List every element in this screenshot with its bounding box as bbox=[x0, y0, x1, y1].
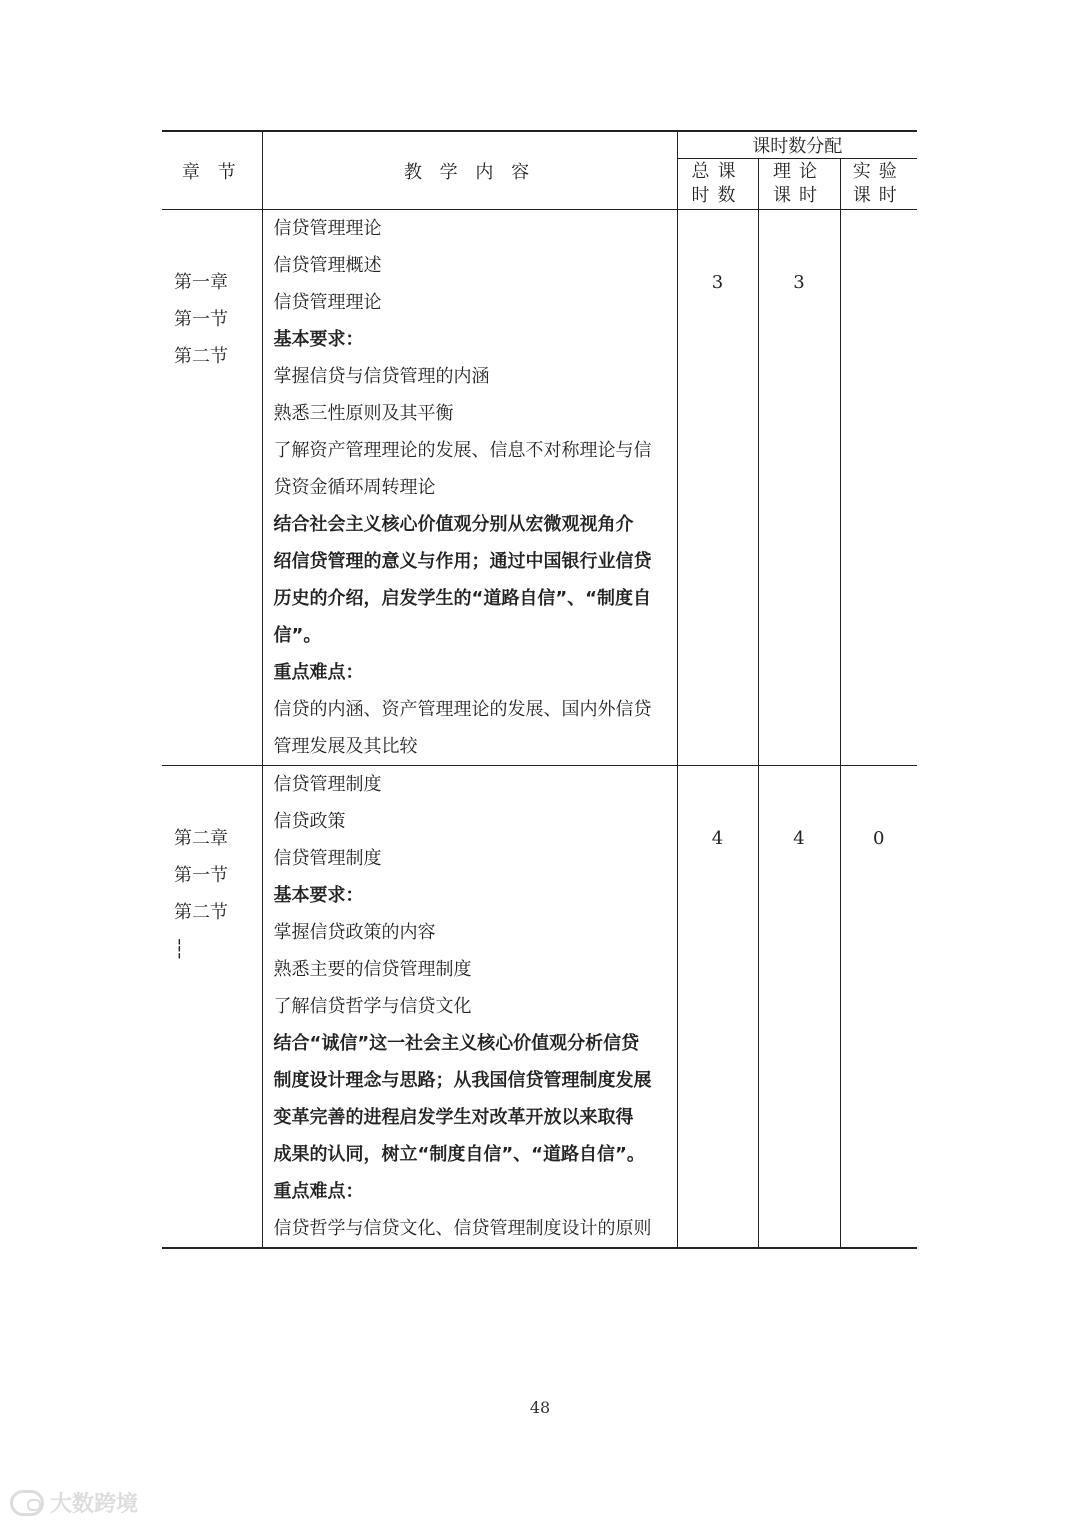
content-line: 信贷的内涵、资产管理理论的发展、国内外信贷 bbox=[273, 699, 652, 720]
content-line: 信贷管理制度 bbox=[273, 774, 382, 795]
content-cell bbox=[262, 766, 677, 1249]
chapter-line: 第一节 bbox=[174, 309, 228, 330]
content-line: 掌握信贷与信贷管理的内涵 bbox=[273, 366, 490, 387]
experiment-hours-cell bbox=[840, 210, 917, 766]
chapter-line: 第一节 bbox=[174, 865, 228, 886]
content-line: 熟悉三性原则及其平衡 bbox=[273, 403, 454, 424]
total-hours-cell bbox=[677, 210, 758, 766]
table-row bbox=[162, 766, 917, 1249]
theory-hours-cell bbox=[758, 766, 840, 1249]
content-line-bold: 结合社会主义核心价值观分别从宏微观视角介 bbox=[273, 514, 634, 535]
content-line: 信贷管理理论 bbox=[273, 218, 382, 239]
total-hours-cell bbox=[677, 766, 758, 1249]
content-line: 信贷政策 bbox=[273, 811, 346, 832]
content-line: 信贷哲学与信贷文化、信贷管理制度设计的原则 bbox=[273, 1218, 652, 1239]
total-hours-value: 3 bbox=[711, 272, 724, 293]
chapter-cell bbox=[162, 766, 262, 1249]
total-hours-value: 4 bbox=[711, 828, 724, 849]
content-line: 贷资金循环周转理论 bbox=[273, 477, 436, 498]
header-content: 教 学 内 容 bbox=[262, 131, 677, 210]
theory-hours-value: 3 bbox=[793, 272, 805, 293]
content-line: 管理发展及其比较 bbox=[273, 736, 418, 757]
content-line-bold: 变革完善的进程启发学生对改革开放以来取得 bbox=[273, 1107, 634, 1128]
table-row bbox=[162, 210, 917, 766]
theory-hours-cell bbox=[758, 210, 840, 766]
content-line-bold: 制度设计理念与思路；从我国信贷管理制度发展 bbox=[273, 1070, 652, 1091]
content-line-bold: 绍信贷管理的意义与作用；通过中国银行业信贷 bbox=[273, 551, 652, 572]
header-chapter: 章 节 bbox=[162, 131, 262, 210]
chapter-line: 第二章 bbox=[174, 828, 228, 849]
experiment-hours-value: 0 bbox=[873, 828, 885, 849]
page-number: 48 bbox=[529, 1398, 551, 1417]
watermark-text: 大数跨境 bbox=[50, 1492, 139, 1517]
content-line: 掌握信贷政策的内容 bbox=[273, 922, 436, 943]
chapter-line: 第二节 bbox=[174, 346, 228, 367]
content-line: 熟悉主要的信贷管理制度 bbox=[273, 959, 472, 980]
content-line: 信贷管理概述 bbox=[273, 255, 382, 276]
content-line-bold: 重点难点： bbox=[273, 1181, 364, 1202]
content-line-bold: 历史的介绍，启发学生的“道路自信”、“制度自 bbox=[273, 588, 651, 609]
theory-hours-value: 4 bbox=[793, 828, 805, 849]
header-experiment-hours: 实验 课时 bbox=[840, 159, 917, 210]
content-line: 了解资产管理理论的发展、信息不对称理论与信 bbox=[273, 440, 652, 461]
chapter-line: ┆ bbox=[174, 939, 185, 960]
content-line-bold: 重点难点： bbox=[273, 662, 364, 683]
content-cell bbox=[262, 210, 677, 766]
chapter-line: 第一章 bbox=[174, 272, 228, 293]
header-hours-group: 课时数分配 bbox=[677, 131, 917, 159]
content-line-bold: 成果的认同，树立“制度自信”、“道路自信”。 bbox=[273, 1144, 645, 1165]
content-line-bold: 基本要求： bbox=[273, 885, 364, 906]
logo-icon bbox=[10, 1490, 44, 1516]
content-line: 信贷管理制度 bbox=[273, 848, 382, 869]
content-line: 信贷管理理论 bbox=[273, 292, 382, 313]
header-theory-hours: 理论 课时 bbox=[758, 159, 840, 210]
content-line-bold: 结合“诚信”这一社会主义核心价值观分析信贷 bbox=[273, 1033, 640, 1054]
syllabus-table bbox=[162, 130, 917, 1249]
content-line: 了解信贷哲学与信贷文化 bbox=[273, 996, 472, 1017]
content-line-bold: 信”。 bbox=[273, 625, 322, 646]
header-total-hours: 总课 时数 bbox=[677, 159, 758, 210]
content-line-bold: 基本要求： bbox=[273, 329, 364, 350]
experiment-hours-cell bbox=[840, 766, 917, 1249]
watermark bbox=[10, 1487, 138, 1518]
chapter-cell bbox=[162, 210, 262, 766]
chapter-line: 第二节 bbox=[174, 902, 228, 923]
